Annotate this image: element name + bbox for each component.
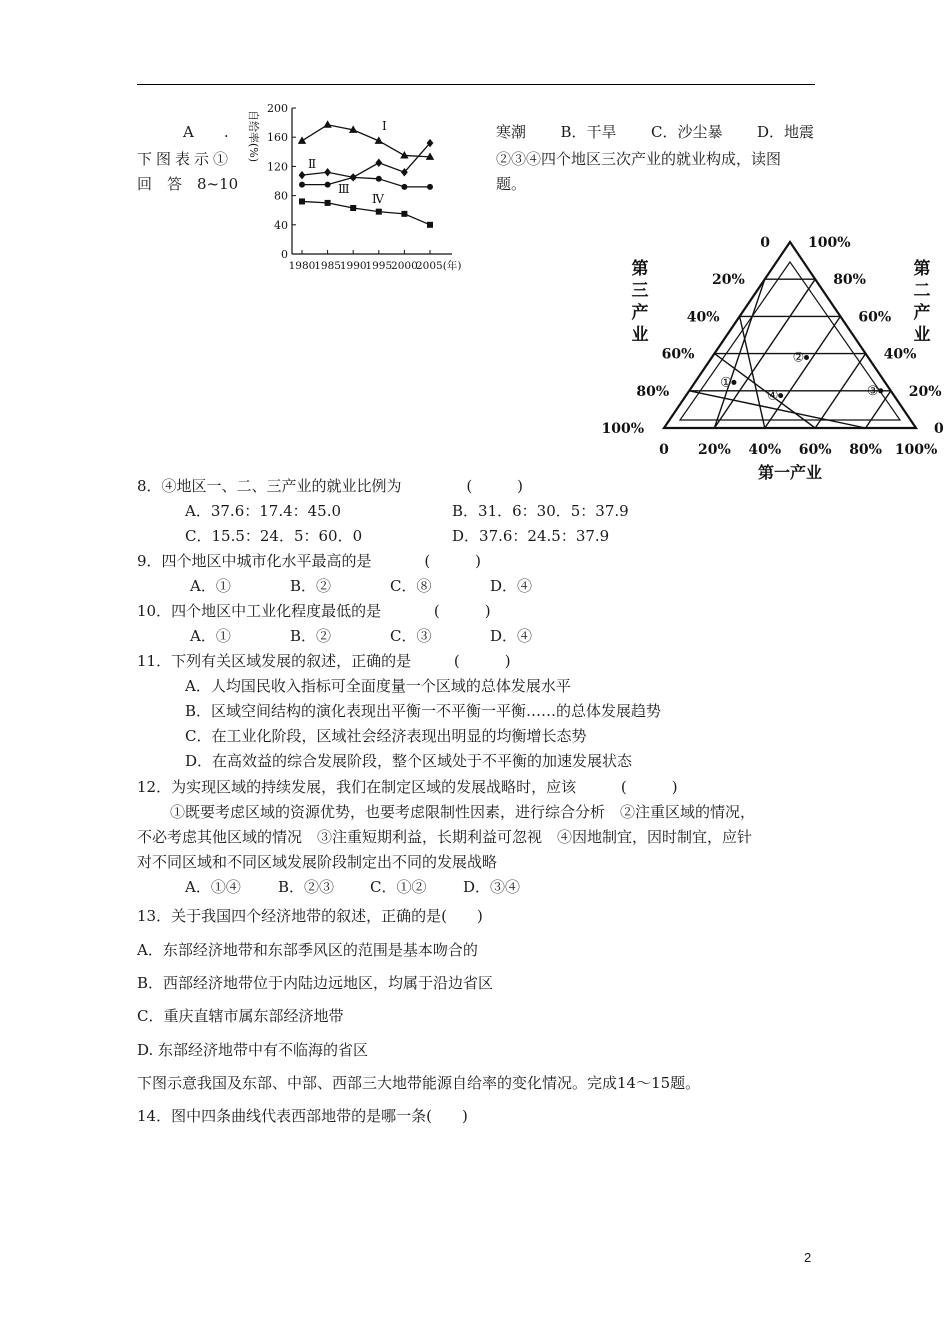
q13-stem: 13．关于我国四个经济地带的叙述，正确的是( ) — [137, 907, 483, 925]
line-chart-y-tick-label: 80 — [274, 189, 288, 203]
data-point-circle — [350, 174, 356, 180]
series-line-3 — [302, 177, 430, 186]
ternary-left-axis-title-char: 第 — [631, 259, 649, 279]
q14-stem: 14．图中四条曲线代表西部地带的是哪一条( ) — [137, 1107, 468, 1125]
q12-option-c: C．①② — [370, 878, 427, 896]
q9-answer-paren: ( ) — [424, 552, 482, 570]
series-label: Ⅳ — [372, 192, 384, 206]
ternary-right-tick-label: 80% — [833, 272, 866, 289]
line-chart-y-tick-label: 160 — [267, 131, 288, 145]
series-label: Ⅲ — [338, 182, 350, 196]
q12-stem — [137, 777, 678, 797]
line-chart-x-tick-label: 2000 — [391, 260, 418, 272]
q8-stem — [137, 476, 523, 496]
data-point-square — [427, 222, 433, 228]
q8-option-c: C．15.5：24．5：60．0 — [185, 527, 363, 545]
q14-15-intro: 下图示意我国及东部、中部、西部三大地带能源自给率的变化情况。完成14～15题。 — [137, 1074, 701, 1092]
line-chart-x-tick-label: 1980 — [288, 260, 316, 272]
q12-option-b: B．②③ — [278, 878, 335, 896]
ternary-left-tick-label: 100% — [601, 421, 644, 437]
ternary-bottom-tick-label: 20% — [698, 442, 731, 458]
top-left-line-1 — [183, 122, 227, 142]
ternary-point-label: ④ — [766, 388, 779, 404]
ternary-grid-line-parallel-left — [765, 316, 841, 428]
line-chart-series — [298, 119, 434, 228]
ternary-data-point — [778, 393, 783, 398]
line-chart-x-tick-label: 1990 — [339, 260, 367, 272]
q11-option-a: A．人均国民收入指标可全面度量一个区域的总体发展水平 — [185, 677, 571, 695]
ternary-bottom-tick-label: 80% — [849, 442, 882, 458]
ternary-left-axis-title-char: 三 — [631, 281, 649, 301]
q11-stem-text: 11．下列有关区域发展的叙述，正确的是 — [137, 652, 412, 670]
line-chart-x-tick-label: 1985 — [314, 260, 341, 272]
ternary-left-tick-label: 60% — [661, 346, 695, 363]
top-left-line-2: 下图表示① — [137, 150, 233, 168]
line-chart-y-tick-label: 40 — [274, 218, 288, 232]
top-right-options — [496, 122, 814, 142]
ternary-point-label: ③ — [866, 383, 879, 399]
option-earthquake: D．地震 — [756, 123, 814, 141]
ternary-bottom-tick-label: 100% — [894, 442, 938, 458]
q13-option-c: C．重庆直辖市属东部经济地带 — [137, 1007, 344, 1025]
q13-option-d: D. 东部经济地带中有不临海的省区 — [137, 1041, 369, 1059]
q11-answer-paren: ( ) — [453, 652, 511, 670]
line-chart-x-tick-label: 1995 — [365, 260, 393, 272]
ternary-right-tick-label: 40% — [883, 346, 917, 363]
data-point-triangle — [298, 136, 306, 144]
q9-option-b: B．② — [290, 577, 332, 595]
ternary-left-axis-title-char: 产 — [631, 303, 649, 323]
data-point-diamond — [375, 159, 382, 167]
q13-option-a: A．东部经济地带和东部季风区的范围是基本吻合的 — [137, 941, 478, 959]
line-chart-y-tick-label: 120 — [267, 160, 288, 174]
option-cold-wave: 寒潮 — [496, 123, 527, 141]
q10-option-a: A．① — [190, 627, 231, 645]
data-point-square — [325, 200, 331, 206]
q8-answer-paren: ( ) — [466, 477, 524, 495]
q12-statement-line-3: 对不同区域和不同区域发展阶段制定出不同的发展战略 — [137, 853, 498, 871]
q12-answer-paren: ( ) — [620, 778, 678, 796]
data-point-circle — [299, 182, 305, 188]
ternary-left-tick-label: 0 — [760, 235, 770, 251]
q10-option-d: D．④ — [490, 627, 533, 645]
q8-option-a: A．37.6：17.4：45.0 — [185, 502, 342, 520]
option-sandstorm: C．沙尘暴 — [650, 123, 723, 141]
top-left-line-3: 回 答 8~10 — [137, 175, 239, 193]
data-point-square — [350, 205, 356, 211]
option-drought: B．干旱 — [560, 123, 617, 141]
ternary-right-tick-label: 20% — [908, 383, 942, 400]
ternary-right-axis-title-char: 产 — [913, 303, 931, 323]
ternary-bottom-tick-label: 0 — [659, 442, 669, 458]
q9-option-c: C．⑧ — [390, 577, 432, 595]
q11-stem — [137, 651, 511, 671]
q10-stem — [137, 601, 491, 621]
ternary-grid — [661, 242, 916, 428]
q10-stem-text: 10．四个地区中工业化程度最低的是 — [137, 602, 382, 620]
series-line-2 — [302, 143, 430, 177]
ternary-left-tick-label: 20% — [712, 272, 745, 289]
ternary-right-tick-label: 0 — [934, 421, 944, 437]
ternary-point-label: ① — [720, 375, 732, 391]
data-point-diamond — [299, 171, 306, 179]
ternary-right-axis-title-char: 第 — [913, 259, 931, 279]
header-rule — [137, 84, 815, 85]
ternary-right-axis-title-char: 业 — [913, 325, 931, 345]
q12-option-a: A．①④ — [185, 878, 241, 896]
series-line-1 — [302, 125, 430, 157]
series-label: Ⅱ — [308, 157, 317, 171]
data-point-square — [299, 198, 305, 204]
q11-option-d: D．在高效益的综合发展阶段，整个区域处于不平衡的加速发展状态 — [185, 752, 633, 770]
q9-option-d: D．④ — [490, 577, 533, 595]
q9-stem-text: 9．四个地区中城市化水平最高的是 — [137, 552, 372, 570]
q9-stem — [137, 551, 481, 571]
q9-option-a: A．① — [190, 577, 231, 595]
data-point-triangle — [323, 120, 331, 128]
ternary-data-point — [731, 380, 736, 385]
q12-statement-line-1: ①既要考虑区域的资源优势，也要考虑限制性因素，进行综合分析 ②注重区域的情况， — [170, 803, 756, 821]
ternary-bottom-tick-label: 60% — [798, 442, 832, 458]
q11-option-b: B．区域空间结构的演化表现出平衡一不平衡一平衡……的总体发展趋势 — [185, 702, 662, 720]
ternary-data-point — [878, 388, 883, 393]
ternary-right-axis-title-char: 二 — [913, 281, 931, 301]
ternary-point-label: ② — [792, 350, 805, 366]
q12-statement-line-2: 不必考虑其他区域的情况 ③注重短期利益，长期利益可忽视 ④因地制宜，因时制宜，应针 — [137, 828, 753, 846]
line-chart-y-tick-label: 0 — [281, 248, 288, 261]
ternary-left-tick-label: 80% — [636, 383, 670, 400]
data-point-diamond — [324, 168, 331, 176]
ternary-data-point — [804, 355, 809, 360]
ternary-bottom-axis-title: 第一产业 — [757, 463, 823, 482]
data-point-circle — [427, 184, 433, 190]
q8-stem-text: 8．④地区一、二、三产业的就业比例为 — [137, 477, 402, 495]
data-point-circle — [401, 184, 407, 190]
data-point-circle — [325, 182, 331, 188]
q8-option-b: B．31．6：30．5：37.9 — [452, 502, 629, 520]
line-chart-x-tick-label: 2005(年) — [416, 260, 462, 272]
line-chart-y-tick-label: 200 — [267, 102, 288, 115]
ternary-grid-line-parallel-right — [740, 316, 765, 428]
data-point-square — [376, 209, 382, 215]
ternary-right-tick-label: 60% — [858, 309, 892, 326]
data-point-square — [401, 211, 407, 217]
q10-option-b: B．② — [290, 627, 332, 645]
q12-stem-text: 12．为实现区域的持续发展，我们在制定区域的发展战略时，应该 — [137, 778, 577, 796]
top-right-line-2: ②③④四个地区三次产业的就业构成，读图 — [496, 150, 782, 168]
q11-option-c: C．在工业化阶段，区域社会经济表现出明显的均衡增长态势 — [185, 727, 587, 745]
page-number: 2 — [804, 1250, 812, 1265]
line-chart-y-axis-label: 自给率(%) — [247, 109, 260, 163]
ternary-points — [720, 351, 883, 404]
q13-option-b: B．西部经济地带位于内陆边远地区，均属于沿边省区 — [137, 974, 494, 992]
industry-employment-ternary-chart — [592, 232, 948, 484]
series-label: Ⅰ — [382, 119, 387, 133]
data-point-triangle — [400, 151, 408, 159]
data-point-circle — [376, 176, 382, 182]
ternary-right-tick-label: 100% — [808, 235, 851, 251]
ternary-outer-triangle — [661, 242, 916, 428]
series-line-4 — [302, 201, 430, 224]
ternary-bottom-tick-label: 40% — [748, 442, 782, 458]
q12-option-d: D．③④ — [463, 878, 521, 896]
q10-option-c: C．③ — [390, 627, 432, 645]
q10-answer-paren: ( ) — [433, 602, 491, 620]
ternary-left-tick-label: 40% — [686, 309, 720, 326]
ternary-left-axis-title-char: 业 — [631, 325, 649, 345]
energy-self-sufficiency-chart — [240, 96, 490, 276]
top-left-line-1-text: A . — [183, 123, 229, 141]
q8-option-d: D．37.6：24.5：37.9 — [452, 527, 610, 545]
top-right-line-3: 题。 — [496, 175, 527, 193]
